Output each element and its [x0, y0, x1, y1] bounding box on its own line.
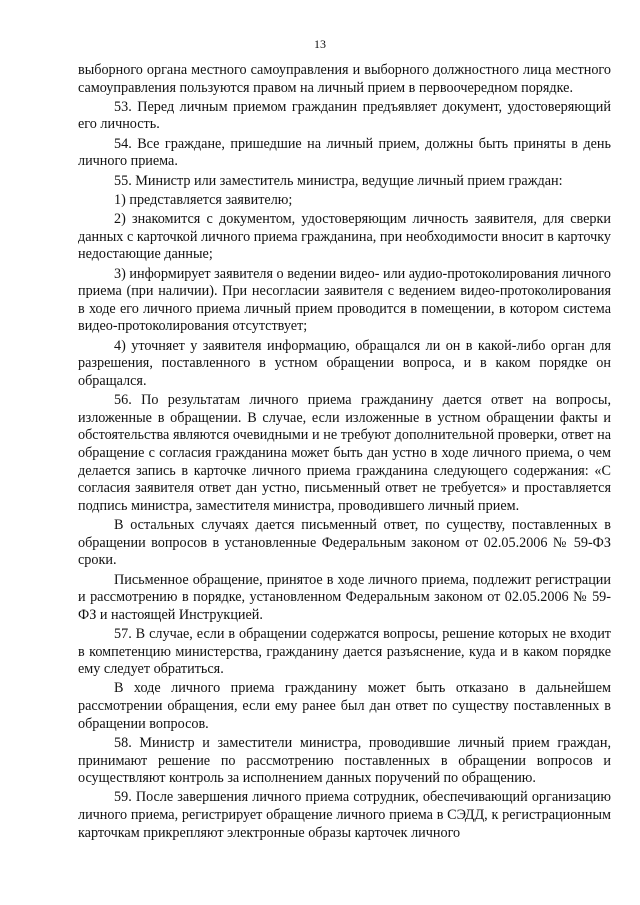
paragraph: 54. Все граждане, пришедшие на личный прием, должны быть приняты в день личного приема. — [78, 135, 611, 170]
paragraph: 3) информирует заявителя о ведении видео- или аудио-протоколирования личного приема (при наличии). При несогласии заявителя с ведением видео-протоколирования в ходе его личного приема личный прием проводится в помещении, в котором система видео-протоколирования отсутствует; — [78, 265, 611, 335]
paragraph: 58. Министр и заместители министра, проводившие личный прием граждан, принимают решение по рассмотрению поставленных в обращении вопросов и осуществляют контроль за исполнением данных поручений по обращению. — [78, 734, 611, 787]
paragraph: 4) уточняет у заявителя информацию, обращался ли он в какой-либо орган для разрешения, поставленного в устном обращении вопроса, и в каком порядке он обращался. — [78, 337, 611, 389]
paragraph: В ходе личного приема гражданину может быть отказано в дальнейшем рассмотрении обращения, если ему ранее был дан ответ по существу поставленных в обращении вопросов. — [78, 680, 611, 732]
paragraph: 59. После завершения личного приема сотрудник, обеспечивающий организацию личного приема, регистрирует обращение личного приема в СЭДД, к регистрационным карточкам прикрепляют электронные образы карточек личного — [78, 789, 611, 841]
page-number: 13 — [314, 37, 326, 51]
paragraph: выборного органа местного самоуправления и выборного должностного лица местного самоуправления пользуются правом на личный прием в первоочередном порядке. — [78, 62, 611, 96]
paragraph: 1) представляется заявителю; — [114, 191, 293, 208]
paragraph: 57. В случае, если в обращении содержатся вопросы, решение которых не входит в компетенцию министерства, гражданину дается разъяснение, куда и в каком порядке ему следует обратиться. — [78, 625, 611, 678]
paragraph: 2) знакомится с документом, удостоверяющим личность заявителя, для сверки данных с карточкой личного приема гражданина, при необходимости вносит в карточку недостающие данные; — [78, 211, 611, 263]
paragraph: 53. Перед личным приемом гражданин предъявляет документ, удостоверяющий его личность. — [78, 98, 611, 133]
paragraph: 55. Министр или заместитель министра, ведущие личный прием граждан: — [114, 172, 563, 189]
paragraph: В остальных случаях дается письменный ответ, по существу, поставленных в обращении вопросов в установленные Федеральным законом от 02.05.2006 № 59-ФЗ сроки. — [78, 517, 611, 569]
body-text — [78, 62, 611, 844]
paragraph: Письменное обращение, принятое в ходе личного приема, подлежит регистрации и рассмотрению в порядке, установленном Федеральным законом от 02.05.2006 № 59-ФЗ и настоящей Инструкцией. — [78, 571, 611, 623]
paragraph: 56. По результатам личного приема гражданину дается ответ на вопросы, изложенные в обращении. В случае, если изложенные в устном обращении факты и обстоятельства являются очевидными и не требуют дополнительной проверки, ответ на обращение с согласия гражданина может быть дан устно в ходе личного приема, о чем делается запись в карточке личного приема гражданина следующего содержания: «С согласия заявителя ответ дан устно, письменный ответ не требуется» и проставляется подпись министра, заместителя министра, проводившего личный прием. — [78, 392, 611, 514]
